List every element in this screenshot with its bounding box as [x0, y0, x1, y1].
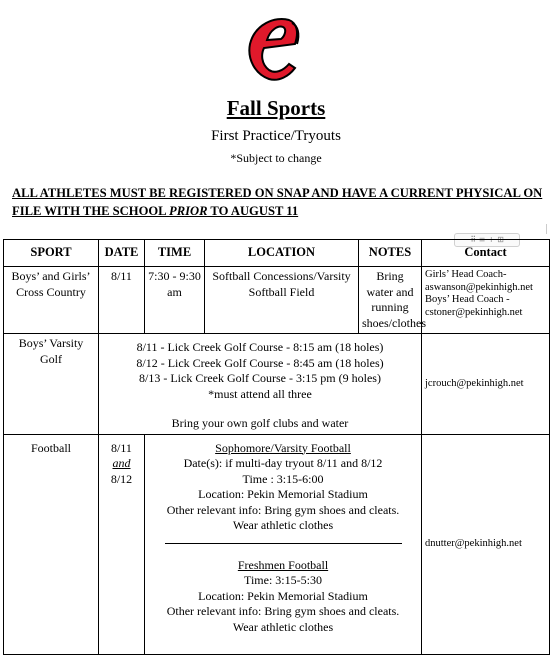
page-title: Fall Sports: [226, 96, 326, 120]
football-date: [99, 434, 145, 654]
cross-country-date: 8/11: [99, 267, 145, 334]
registration-warning: [12, 184, 547, 220]
table-edge-marker: [546, 224, 550, 234]
date-line: 8/12: [110, 471, 133, 486]
cross-country-contact: [422, 267, 550, 334]
header-sport: SPORT: [4, 240, 99, 267]
header-location: LOCATION: [205, 240, 359, 267]
header-contact: Contact: [422, 240, 550, 267]
school-logo: [245, 14, 303, 82]
freshmen-line: Other relevant info: Bring gym shoes and cleats.: [166, 604, 400, 618]
contact-email[interactable]: cstoner@pekinhigh.net: [425, 306, 523, 318]
date-line: 8/11: [111, 440, 132, 455]
warning-text-1: ALL ATHLETES MUST BE REGISTERED ON SNAP AND HAVE A CURRENT PHYSICAL ON FILE WITH THE SCHOOL: [12, 186, 543, 218]
golf-sport: Boys’ Varsity Golf: [4, 334, 99, 435]
contact-email[interactable]: aswanson@pekinhigh.net: [425, 281, 533, 293]
cross-country-sport: Boys’ and Girls’ Cross Country: [4, 267, 99, 334]
football-details: [145, 434, 422, 654]
golf-line: *must attend all three: [208, 386, 312, 401]
football-sport: Football: [4, 434, 99, 654]
table-header-row: [4, 240, 550, 267]
varsity-line: Wear athletic clothes: [232, 518, 334, 532]
varsity-line: Date(s): if multi-day tryout 8/11 and 8/12: [183, 456, 383, 470]
golf-schedule: [99, 334, 422, 435]
varsity-heading: Sophomore/Varsity Football: [215, 440, 351, 455]
football-contact[interactable]: dnutter@pekinhigh.net: [422, 434, 550, 654]
varsity-line: Other relevant info: Bring gym shoes and cleats.: [166, 502, 400, 517]
varsity-line: Location: Pekin Memorial Stadium: [198, 487, 368, 501]
varsity-line: Time : 3:15-6:00: [242, 471, 324, 486]
golf-line: 8/12 - Lick Creek Golf Course - 8:45 am (18 holes): [136, 355, 384, 370]
golf-contact[interactable]: jcrouch@pekinhigh.net: [422, 334, 550, 435]
table-toolbar-chip[interactable]: ⠿ ≡ + ⊞: [454, 233, 520, 247]
contact-line: Girls’ Head Coach-: [425, 269, 507, 280]
golf-line: Bring your own golf clubs and water: [171, 416, 349, 430]
warning-text-2: TO AUGUST 11: [207, 204, 299, 218]
change-note: *Subject to change: [230, 151, 322, 165]
header-date: DATE: [99, 240, 145, 267]
section-divider: [165, 543, 402, 544]
date-connector: and: [112, 456, 131, 470]
header-notes: NOTES: [359, 240, 422, 267]
header-time: TIME: [145, 240, 205, 267]
page-subtitle: First Practice/Tryouts: [211, 128, 341, 144]
freshmen-heading: Freshmen Football: [237, 557, 329, 572]
cross-country-location: Softball Concessions/Varsity Softball Field: [205, 267, 359, 334]
warning-emphasis: PRIOR: [169, 204, 208, 218]
table-row: [4, 334, 550, 435]
table-row: [4, 434, 550, 654]
golf-line: 8/11 - Lick Creek Golf Course - 8:15 am (18 holes): [136, 340, 384, 354]
golf-line: 8/13 - Lick Creek Golf Course - 3:15 pm (9 holes): [139, 371, 381, 385]
table-row: [4, 267, 550, 334]
sports-table: [3, 239, 550, 655]
cross-country-time: 7:30 - 9:30 am: [145, 267, 205, 334]
cross-country-notes: Bring water and running shoes/clothes: [359, 267, 422, 334]
freshmen-line: Wear athletic clothes: [232, 619, 334, 634]
contact-line: Boys’ Head Coach -: [425, 294, 510, 305]
freshmen-line: Time: 3:15-5:30: [244, 573, 322, 587]
freshmen-line: Location: Pekin Memorial Stadium: [198, 588, 368, 603]
